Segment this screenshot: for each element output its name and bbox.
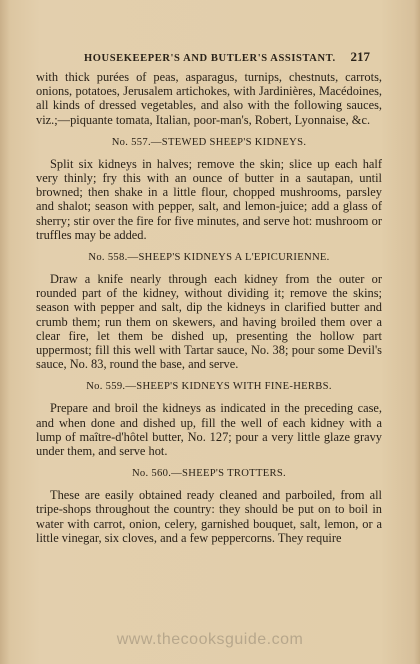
running-head — [84, 49, 370, 65]
recipe-heading: No. 558.—SHEEP'S KIDNEYS A L'EPICURIENNE. — [88, 252, 330, 264]
page-number: 217 — [350, 49, 370, 64]
recipe-heading: No. 559.—SHEEP'S KIDNEYS WITH FINE-HERBS. — [86, 381, 332, 393]
recipe-text: Prepare and broil the kidneys as indicated in the preceding case, and when done and dished up, fill the well of each kidney with a lump of maître-d'hôtel butter, No. 127; pour a very little glaze gravy under them, and serve hot. — [36, 401, 382, 459]
recipe-text: These are easily obtained ready cleaned and parboiled, from all tripe-shops throughout the country: they should be put on to boil in water with carrot, onion, celery, garnished bouquet, salt, lemon, or a little vinegar, six cloves, and a few peppercorns. They require — [36, 488, 382, 545]
recipe-heading: No. 560.—SHEEP'S TROTTERS. — [131, 468, 287, 480]
intro-paragraph: with thick purées of peas, asparagus, turnips, chestnuts, carrots, onions, potatoes, Jerusalem artichokes, with Jardinières, Macédoines, all kinds of dressed vegetables, and also with the following sauces, viz.;—piquante tomata, Italian, poor-man's, Robert, Lyonnaise, &c. — [36, 70, 382, 127]
running-head-title: HOUSEKEEPER'S AND BUTLER'S ASSISTANT. — [84, 53, 336, 64]
recipe-heading: No. 557.—STEWED SHEEP'S KIDNEYS. — [111, 136, 307, 148]
recipe-text: Draw a knife nearly through each kidney from the outer or rounded part of the kidney, without dividing it; remove the skins; season with pepper and salt, dip the kidneys in clarified butter and crumb them; run them on skewers, and having broiled them over a clear fire, let them be dished up, presenting the hollow part uppermost; fill this well with Tartar sauce, No. 38; pour some Devil's sauce, No. 83, round the base, and serve. — [36, 272, 382, 372]
page-body — [36, 70, 382, 545]
recipe-text: Split six kidneys in halves; remove the skin; slice up each half very thinly; fry this with an ounce of butter in a sautapan, until browned; then shake in a little flour, chopped mushrooms, parsley and shalot; season with pepper, salt, and lemon-juice; add a glass of sherry; stir over the fire for five minutes, and serve hot: mushroom or truffles may be added. — [36, 156, 382, 242]
watermark: www.thecooksguide.com — [116, 631, 304, 648]
